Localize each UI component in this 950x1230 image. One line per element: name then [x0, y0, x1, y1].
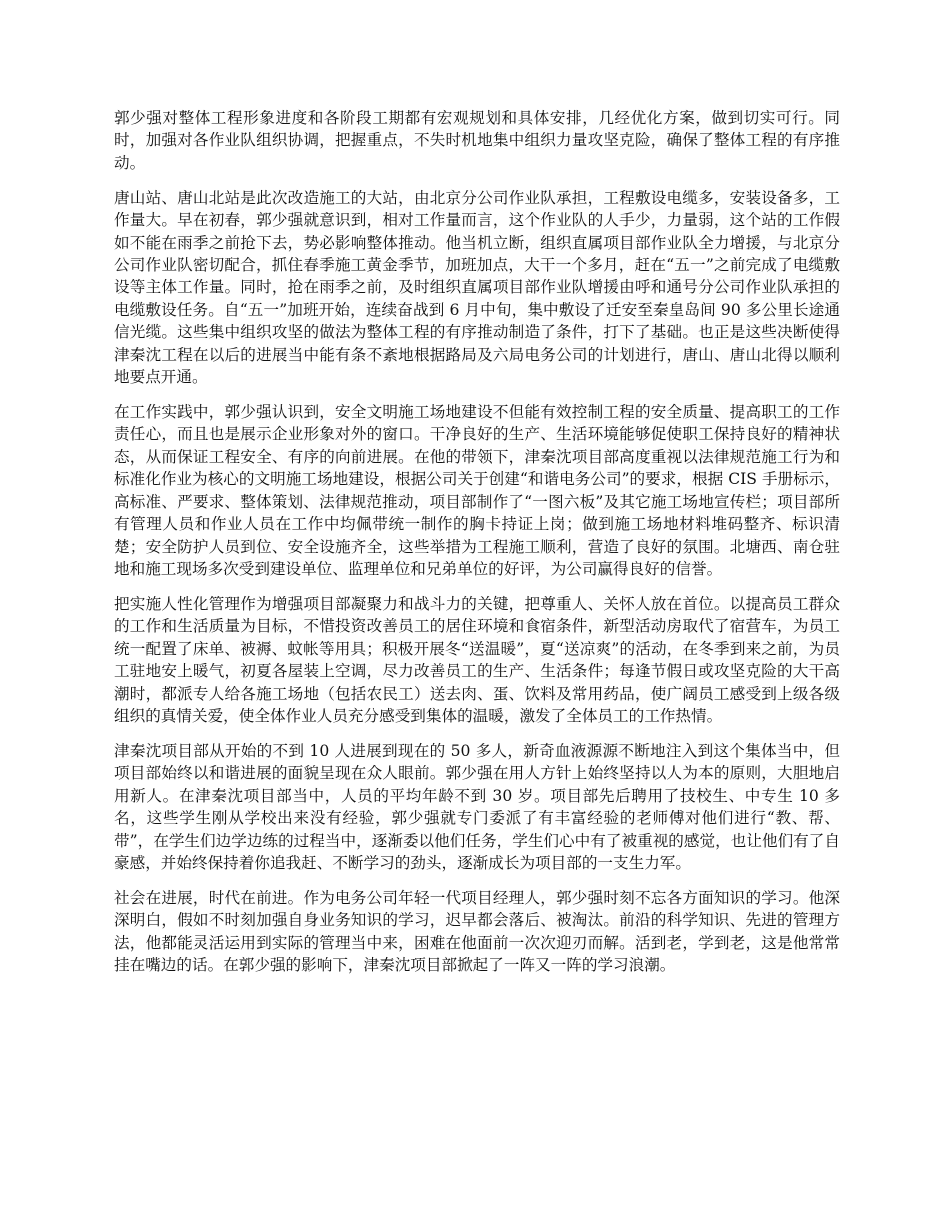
document-body — [114, 107, 840, 989]
paragraph-2: 唐山站、唐山北站是此次改造施工的大站，由北京分公司作业队承担，工程敷设电缆多，安装设备多，工作量大。早在初春，郭少强就意识到，相对工作量而言，这个作业队的人手少，力量弱，这个站的工作假如不能在雨季之前抢下去，势必影响整体推动。他当机立断，组织直属项目部作业队全力增援，与北京分公司作业队密切配合，抓住春季施工黄金季节，加班加点，大干一个多月，赶在“五一”之前完成了电缆敷设等主体工作量。同时，抢在雨季之前，及时组织直属项目部作业队增援由呼和通号分公司作业队承担的电缆敷设任务。自“五一”加班开始，连续奋战到 6 月中旬，集中敷设了迁安至秦皇岛间 90 多公里长途通信光缆。这些集中组织攻坚的做法为整体工程的有序推动制造了条件，打下了基础。也正是这些决断使得津秦沈工程在以后的进展当中能有条不紊地根据路局及六局电务公司的计划进行，唐山、唐山北得以顺利地要点开通。 — [114, 188, 840, 387]
paragraph-6: 社会在进展，时代在前进。作为电务公司年轻一代项目经理人，郭少强时刻不忘各方面知识的学习。他深深明白，假如不时刻加强自身业务知识的学习，迟早都会落后、被淘汰。前沿的科学知识、先进的管理方法，他都能灵活运用到实际的管理当中来，困难在他面前一次次迎刃而解。活到老，学到老，这是他常常挂在嘴边的话。在郭少强的影响下，津秦沈项目部掀起了一阵又一阵的学习浪潮。 — [114, 888, 840, 975]
paragraph-5: 津秦沈项目部从开始的不到 10 人进展到现在的 50 多人，新奇血液源源不断地注入到这个集体当中，但项目部始终以和谐进展的面貌呈现在众人眼前。郭少强在用人方针上始终坚持以人为本的原则，大胆地启用新人。在津秦沈项目部当中，人员的平均年龄不到 30 岁。项目部先后聘用了技校生、中专生 10 多名，这些学生刚从学校出来没有经验，郭少强就专门委派了有丰富经验的老师傅对他们进行“教、帮、带”，在学生们边学边练的过程当中，逐渐委以他们任务，学生们心中有了被重视的感觉，也让他们有了自豪感，并始终保持着你追我赶、不断学习的劲头，逐渐成长为项目部的一支生力军。 — [114, 741, 840, 872]
paragraph-4: 把实施人性化管理作为增强项目部凝聚力和战斗力的关键，把尊重人、关怀人放在首位。以提高员工群众的工作和生活质量为目标，不惜投资改善员工的居住环境和食宿条件，新型活动房取代了宿营车，为员工统一配置了床单、被褥、蚊帐等用具；积极开展冬“送温暖”，夏“送凉爽”的活动，在冬季到来之前，为员工驻地安上暖气，初夏各屋装上空调，尽力改善员工的生产、生活条件；每逢节假日或攻坚克险的大干高潮时，都派专人给各施工场地（包括农民工）送去肉、蛋、饮料及常用药品，使广阔员工感受到上级各级组织的真情关爱，使全体作业人员充分感受到集体的温暖，激发了全体员工的工作热情。 — [114, 594, 840, 725]
paragraph-1: 郭少强对整体工程形象进度和各阶段工期都有宏观规划和具体安排，几经优化方案，做到切实可行。同时，加强对各作业队组织协调，把握重点，不失时机地集中组织力量攻坚克险，确保了整体工程的有序推动。 — [114, 109, 840, 172]
paragraph-3: 在工作实践中，郭少强认识到，安全文明施工场地建设不但能有效控制工程的安全质量、提高职工的工作责任心，而且也是展示企业形象对外的窗口。干净良好的生产、生活环境能够促使职工保持良好的精神状态，从而保证工程安全、有序的向前进展。在他的带领下，津秦沈项目部高度重视以法律规范施工行为和标准化作业为核心的文明施工场地建设，根据公司关于创建“和谐电务公司”的要求，根据 CIS 手册标示，高标准、严要求、整体策划、法律规范推动，项目部制作了“一图六板”及其它施工场地宣传栏；项目部所有管理人员和作业人员在工作中均佩带统一制作的胸卡持证上岗；做到施工场地材料堆码整齐、标识清楚；安全防护人员到位、安全设施齐全，这些举措为工程施工顺利，营造了良好的氛围。北塘西、南仓驻地和施工现场多次受到建设单位、监理单位和兄弟单位的好评，为公司赢得良好的信誉。 — [114, 403, 840, 578]
